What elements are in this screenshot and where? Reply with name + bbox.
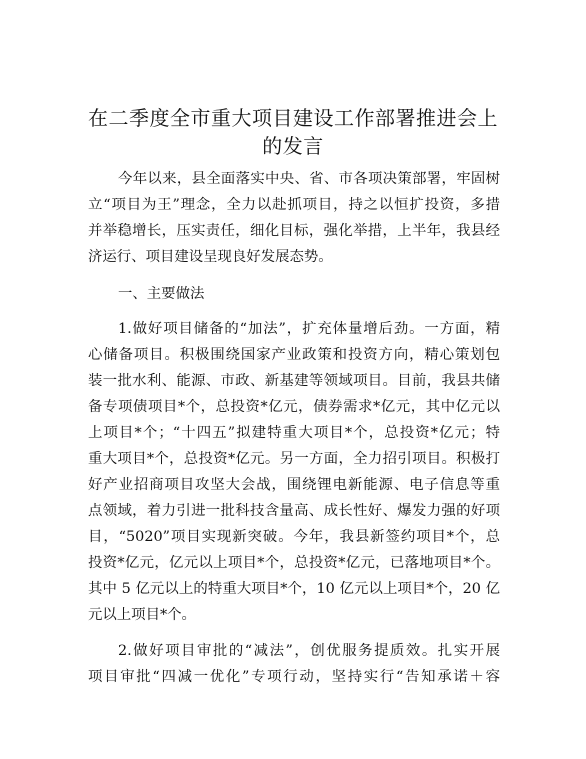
intro-line: 并举稳增长，压实责任，细化目标，强化举措，上半年，我县经 xyxy=(88,223,500,239)
intro-line: 今年以来，县全面落实中央、省、市各项决策部署，牢固树 xyxy=(118,171,500,187)
para1-line: 装一批水利、能源、市政、新基建等领域项目。目前，我县共储 xyxy=(88,373,500,389)
para1-line: 点领域，着力引进一批科技含量高、成长性好、爆发力强的好项 xyxy=(88,503,500,519)
para1-line: 元以上项目*个。 xyxy=(88,607,196,623)
para2-line: 2.做好项目审批的“减法”，创优服务提质效。扎实开展 xyxy=(118,643,500,659)
intro-line: 济运行、项目建设呈现良好发展态势。 xyxy=(88,249,333,265)
para1-line: 心储备项目。积极围绕国家产业政策和投资方向，精心策划包 xyxy=(88,347,500,363)
document-title-line-1: 在二季度全市重大项目建设工作部署推进会上 xyxy=(88,106,498,130)
section-heading: 一、主要做法 xyxy=(118,286,205,302)
para1-line: 好产业招商项目攻坚大会战，围绕锂电新能源、电子信息等重 xyxy=(88,477,500,493)
para1-line: 重大项目*个，总投资*亿元。另一方面，全力招引项目。积极打 xyxy=(88,451,500,467)
para1-line: 其中 5 亿元以上的特重大项目*个，10 亿元以上项目*个，20 亿 xyxy=(88,581,500,597)
para1-line: 目，“5020”项目实现新突破。今年，我县新签约项目*个，总 xyxy=(88,529,500,545)
intro-line: 立“项目为王”理念，全力以赴抓项目，持之以恒扩投资，多措 xyxy=(88,197,500,213)
para1-line: 上项目*个；“十四五”拟建特重大项目*个，总投资*亿元；特 xyxy=(88,425,500,441)
para1-line: 投资*亿元，亿元以上项目*个，总投资*亿元，已落地项目*个。 xyxy=(88,555,500,571)
document-title-line-2: 的发言 xyxy=(262,134,324,158)
para1-line: 备专项债项目*个，总投资*亿元，债券需求*亿元，其中亿元以 xyxy=(88,399,500,415)
para2-line: 项目审批“四减一优化”专项行动，坚持实行“告知承诺＋容 xyxy=(88,669,500,685)
para1-line: 1.做好项目储备的“加法”，扩充体量增后劲。一方面，精 xyxy=(118,321,500,337)
